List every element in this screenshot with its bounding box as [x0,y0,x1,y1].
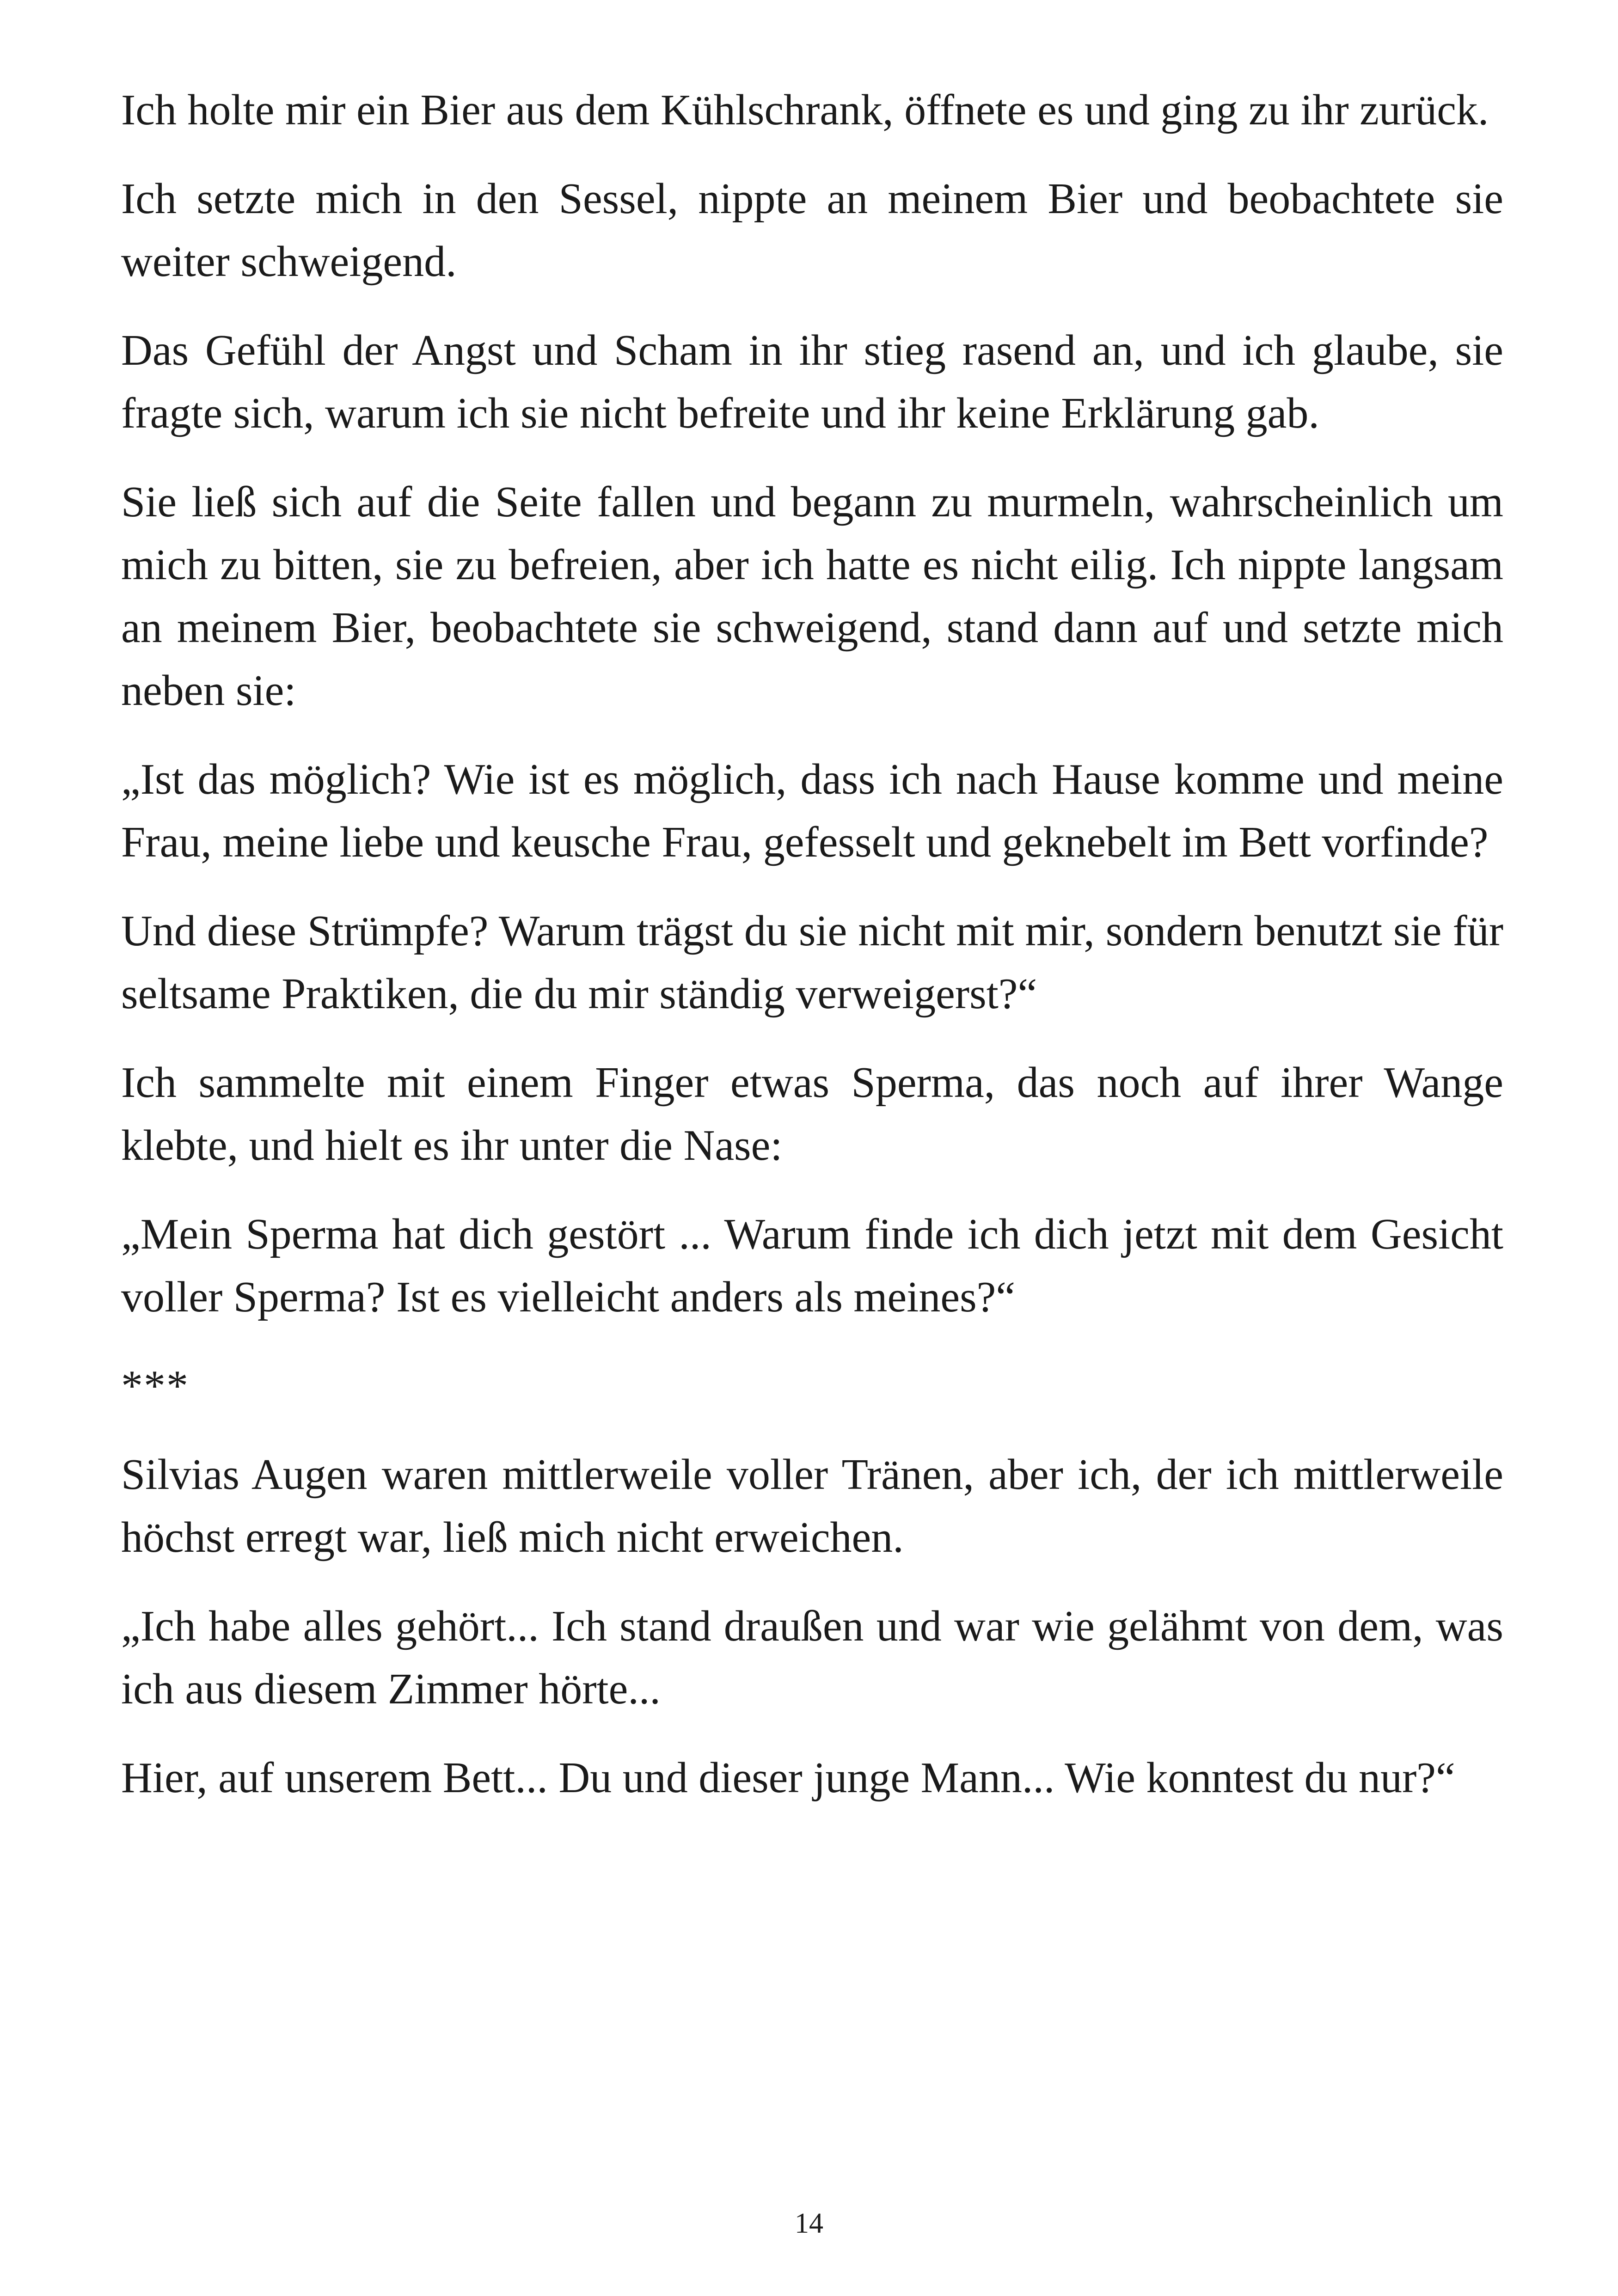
paragraph-10: „Ich habe alles gehört... Ich stand draußen und war wie gelähmt von dem, was ich aus diesem Zimmer hörte... [121,1602,1503,1713]
paragraph-9: Silvias Augen waren mittlerweile voller Tränen, aber ich, der ich mittlerweile höchst erregt war, ließ mich nicht erweichen. [121,1451,1503,1561]
paragraph-6: Und diese Strümpfe? Warum trägst du sie nicht mit mir, sondern benutzt sie für seltsame Praktiken, die du mir ständig verweigerst?“ [121,907,1503,1018]
paragraph-4: Sie ließ sich auf die Seite fallen und begann zu murmeln, wahrscheinlich um mich zu bitten, sie zu befreien, aber ich hatte es nicht eilig. Ich nippte langsam an meinem Bier, beobachtete sie schweigend, stand dann auf und setzte mich neben sie: [121,478,1503,715]
scene-separator: *** [121,1362,189,1410]
page-body-text [121,79,1503,1835]
page-number: 14 [795,2208,823,2239]
paragraph-5: „Ist das möglich? Wie ist es möglich, dass ich nach Hause komme und meine Frau, meine liebe und keusche Frau, gefesselt und geknebelt im Bett vorfinde? [121,755,1503,866]
paragraph-7: Ich sammelte mit einem Finger etwas Sperma, das noch auf ihrer Wange klebte, und hielt es ihr unter die Nase: [121,1059,1503,1169]
paragraph-1: Ich holte mir ein Bier aus dem Kühlschrank, öffnete es und ging zu ihr zurück. [121,86,1489,134]
paragraph-11: Hier, auf unserem Bett... Du und dieser junge Mann... Wie konntest du nur?“ [121,1754,1455,1802]
paragraph-2: Ich setzte mich in den Sessel, nippte an meinem Bier und beobachtete sie weiter schweigend. [121,175,1503,286]
paragraph-3: Das Gefühl der Angst und Scham in ihr stieg rasend an, und ich glaube, sie fragte sich, warum ich sie nicht befreite und ihr keine Erklärung gab. [121,326,1503,437]
paragraph-8: „Mein Sperma hat dich gestört ... Warum finde ich dich jetzt mit dem Gesicht voller Sperma? Ist es vielleicht anders als meines?“ [121,1210,1503,1321]
